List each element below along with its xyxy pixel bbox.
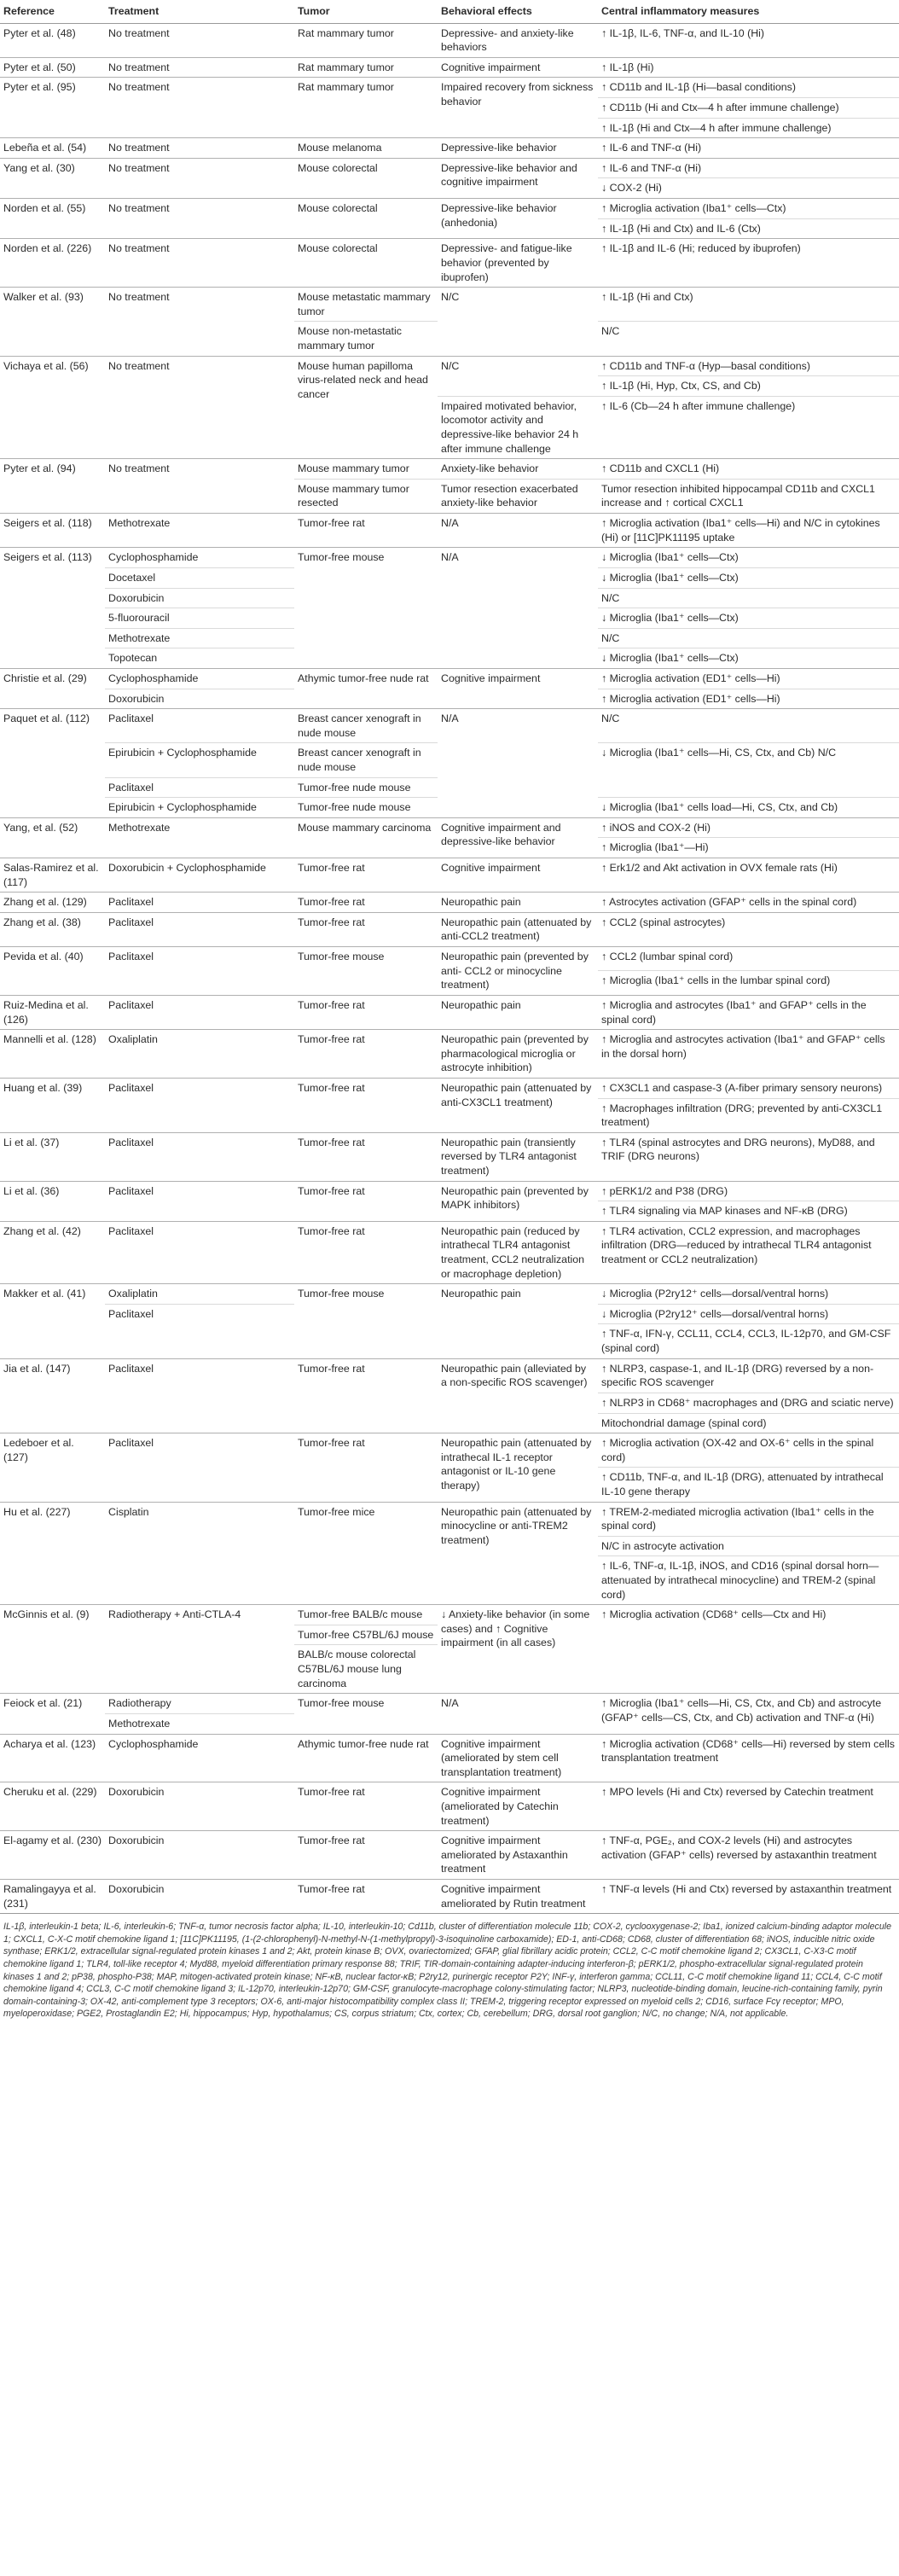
table-cell: Methotrexate: [105, 1713, 294, 1734]
table-cell: Tumor resection inhibited hippocampal CD11b and CXCL1 increase and ↑ cortical CXCL1: [598, 479, 899, 513]
table-cell: ↓ Microglia (Iba1⁺ cells—Hi, CS, Ctx, and Cb) N/C: [598, 743, 899, 798]
table-cell: Tumor-free rat: [294, 1831, 438, 1880]
table-cell: No treatment: [105, 138, 294, 159]
table-row: [0, 1782, 899, 1831]
table-cell: Mouse mammary carcinoma: [294, 817, 438, 858]
table-cell: Neuropathic pain (prevented by MAPK inhibitors): [438, 1181, 598, 1221]
table-cell: Tumor-free mouse: [294, 1284, 438, 1358]
table-row: [0, 1221, 899, 1283]
table-cell: Paclitaxel: [105, 893, 294, 913]
table-cell: Tumor-free mice: [294, 1502, 438, 1605]
table-cell: Neuropathic pain: [438, 1284, 598, 1358]
table-cell: ↑ IL-1β (Hi): [598, 57, 899, 78]
table-cell: ↑ TREM-2-mediated microglia activation (Iba1⁺ cells in the spinal cord): [598, 1502, 899, 1536]
table-cell: N/A: [438, 514, 598, 548]
table-cell: Mouse colorectal: [294, 158, 438, 198]
table-cell: Tumor-free rat: [294, 1221, 438, 1283]
table-cell: Rat mammary tumor: [294, 23, 438, 57]
table-row: [0, 1502, 899, 1536]
table-cell: No treatment: [105, 158, 294, 198]
table-cell: ↑ TLR4 signaling via MAP kinases and NF-κB (DRG): [598, 1201, 899, 1222]
table-row: [0, 1734, 899, 1782]
table-cell: Breast cancer xenograft in nude mouse: [294, 743, 438, 777]
table-row: [0, 57, 899, 78]
table-cell: Yang, et al. (52): [0, 817, 105, 858]
table-row: [0, 709, 899, 743]
table-cell: Tumor-free mouse: [294, 1694, 438, 1734]
table-cell: Seigers et al. (113): [0, 548, 105, 669]
table-cell: Tumor-free rat: [294, 912, 438, 946]
table-cell: ↑ IL-1β, IL-6, TNF-α, and IL-10 (Hi): [598, 23, 899, 57]
table-cell: ↓ COX-2 (Hi): [598, 178, 899, 199]
table-row: [0, 912, 899, 946]
table-row: [0, 138, 899, 159]
table-cell: Cognitive impairment (ameliorated by stem cell transplantation treatment): [438, 1734, 598, 1782]
table-cell: Mitochondrial damage (spinal cord): [598, 1413, 899, 1433]
table-cell: ↑ TLR4 (spinal astrocytes and DRG neurons), MyD88, and TRIF (DRG neurons): [598, 1132, 899, 1181]
table-cell: ↑ IL-6 and TNF-α (Hi): [598, 158, 899, 178]
table-cell: Jia et al. (147): [0, 1358, 105, 1433]
table-cell: Methotrexate: [105, 817, 294, 858]
table-cell: BALB/c mouse colorectal C57BL/6J mouse lung carcinoma: [294, 1645, 438, 1694]
table-cell: Acharya et al. (123): [0, 1734, 105, 1782]
table-cell: Methotrexate: [105, 628, 294, 648]
table-cell: Yang et al. (30): [0, 158, 105, 198]
table-cell: Neuropathic pain (transiently reversed by TLR4 antagonist treatment): [438, 1132, 598, 1181]
table-cell: N/C in astrocyte activation: [598, 1536, 899, 1556]
table-cell: N/A: [438, 1694, 598, 1734]
table-cell: Doxorubicin: [105, 588, 294, 608]
table-cell: ↑ Microglia (Iba1⁺ cells in the lumbar spinal cord): [598, 971, 899, 995]
table-cell: ↑ Erk1/2 and Akt activation in OVX female rats (Hi): [598, 858, 899, 893]
table-cell: Paclitaxel: [105, 912, 294, 946]
table-cell: Li et al. (37): [0, 1132, 105, 1181]
table-cell: Paclitaxel: [105, 1181, 294, 1221]
table-cell: Depressive- and fatigue-like behavior (prevented by ibuprofen): [438, 239, 598, 288]
table-cell: Mouse human papilloma virus-related neck and head cancer: [294, 356, 438, 459]
table-cell: Doxorubicin: [105, 1782, 294, 1831]
table-cell: Paclitaxel: [105, 1078, 294, 1132]
table-cell: Pyter et al. (94): [0, 459, 105, 514]
table-cell: Mouse colorectal: [294, 199, 438, 239]
table-cell: Cognitive impairment ameliorated by Rutin treatment: [438, 1879, 598, 1913]
table-cell: Paclitaxel: [105, 777, 294, 798]
table-row: [0, 893, 899, 913]
table-cell: Tumor resection exacerbated anxiety-like behavior: [438, 479, 598, 513]
table-cell: Tumor-free rat: [294, 1879, 438, 1913]
table-row: [0, 1078, 899, 1098]
table-row: [0, 1132, 899, 1181]
table-cell: ↑ Microglia activation (CD68⁺ cells—Ctx and Hi): [598, 1605, 899, 1694]
table-cell: Breast cancer xenograft in nude mouse: [294, 709, 438, 743]
table-cell: ↑ CD11b (Hi and Ctx—4 h after immune challenge): [598, 98, 899, 119]
table-cell: Cognitive impairment (ameliorated by Catechin treatment): [438, 1782, 598, 1831]
table-cell: ↑ Microglia (Iba1⁺ cells—Hi, CS, Ctx, and Cb) and astrocyte (GFAP⁺ cells—CS, Ctx, and Cb) activation and TNF-α (Hi): [598, 1694, 899, 1734]
table-cell: ↑ Microglia activation (ED1⁺ cells—Hi): [598, 689, 899, 709]
table-row: [0, 1358, 899, 1393]
table-row: [0, 668, 899, 689]
table-cell: Epirubicin + Cyclophosphamide: [105, 743, 294, 777]
table-row: [0, 858, 899, 893]
table-cell: Huang et al. (39): [0, 1078, 105, 1132]
table-cell: No treatment: [105, 239, 294, 288]
table-cell: Paclitaxel: [105, 947, 294, 996]
table-cell: Neuropathic pain: [438, 995, 598, 1029]
table-cell: Paclitaxel: [105, 1132, 294, 1181]
table-cell: Paclitaxel: [105, 1221, 294, 1283]
table-row: [0, 459, 899, 480]
table-cell: Salas-Ramirez et al. (117): [0, 858, 105, 893]
table-cell: Pyter et al. (50): [0, 57, 105, 78]
table-cell: Cognitive impairment ameliorated by Astaxanthin treatment: [438, 1831, 598, 1880]
table-cell: Mouse non-metastatic mammary tumor: [294, 322, 438, 356]
table-cell: Mouse metastatic mammary tumor: [294, 288, 438, 322]
table-cell: N/C: [598, 322, 899, 356]
table-cell: Doxorubicin + Cyclophosphamide: [105, 858, 294, 893]
table-cell: Christie et al. (29): [0, 668, 105, 708]
table-cell: Depressive- and anxiety-like behaviors: [438, 23, 598, 57]
table-row: [0, 78, 899, 98]
table-cell: Walker et al. (93): [0, 288, 105, 356]
table-row: [0, 1879, 899, 1913]
table-cell: Tumor-free mouse: [294, 548, 438, 669]
table-cell: Tumor-free rat: [294, 1132, 438, 1181]
table-cell: Norden et al. (55): [0, 199, 105, 239]
table-cell: N/C: [438, 356, 598, 396]
table-cell: N/C: [598, 709, 899, 743]
table-cell: Paclitaxel: [105, 995, 294, 1029]
table-cell: ↓ Microglia (P2ry12⁺ cells—dorsal/ventral horns): [598, 1284, 899, 1305]
table-cell: Paclitaxel: [105, 1304, 294, 1358]
table-cell: Topotecan: [105, 648, 294, 669]
table-cell: ↓ Microglia (Iba1⁺ cells load—Hi, CS, Ctx, and Cb): [598, 798, 899, 818]
table-cell: Neuropathic pain (attenuated by anti-CCL2 treatment): [438, 912, 598, 946]
table-row: [0, 947, 899, 971]
table-row: [0, 1831, 899, 1880]
table-cell: No treatment: [105, 23, 294, 57]
table-cell: Tumor-free rat: [294, 1358, 438, 1433]
table-cell: No treatment: [105, 199, 294, 239]
table-cell: Cyclophosphamide: [105, 1734, 294, 1782]
table-cell: Methotrexate: [105, 514, 294, 548]
table-cell: Rat mammary tumor: [294, 78, 438, 138]
table-cell: Tumor-free C57BL/6J mouse: [294, 1625, 438, 1645]
table-row: [0, 1030, 899, 1079]
table-cell: ↑ CD11b and TNF-α (Hyp—basal conditions): [598, 356, 899, 376]
table-cell: ↑ NLRP3, caspase-1, and IL-1β (DRG) reversed by a non-specific ROS scavenger: [598, 1358, 899, 1393]
table-cell: Makker et al. (41): [0, 1284, 105, 1358]
table-cell: Cognitive impairment: [438, 858, 598, 893]
table-row: [0, 1605, 899, 1625]
table-cell: Vichaya et al. (56): [0, 356, 105, 459]
table-cell: ↑ Astrocytes activation (GFAP⁺ cells in the spinal cord): [598, 893, 899, 913]
table-header-row: [0, 0, 899, 23]
table-row: [0, 23, 899, 57]
table-cell: ↑ TNF-α, PGE₂, and COX-2 levels (Hi) and astrocytes activation (GFAP⁺ cells) reversed by astaxanthin treatment: [598, 1831, 899, 1880]
table-cell: ↑ TNF-α, IFN-γ, CCL11, CCL4, CCL3, IL-12p70, and GM-CSF (spinal cord): [598, 1324, 899, 1358]
table-cell: Epirubicin + Cyclophosphamide: [105, 798, 294, 818]
table-cell: Doxorubicin: [105, 1879, 294, 1913]
table-cell: ↑ IL-1β (Hi, Hyp, Ctx, CS, and Cb): [598, 376, 899, 397]
table-cell: ↑ IL-1β and IL-6 (Hi; reduced by ibuprofen): [598, 239, 899, 288]
table-cell: Cognitive impairment and depressive-like behavior: [438, 817, 598, 858]
table-cell: Mouse colorectal: [294, 239, 438, 288]
table-cell: No treatment: [105, 356, 294, 459]
table-cell: Tumor-free rat: [294, 893, 438, 913]
table-cell: Norden et al. (226): [0, 239, 105, 288]
table-cell: ↑ NLRP3 in CD68⁺ macrophages and (DRG and sciatic nerve): [598, 1393, 899, 1413]
table-cell: Depressive-like behavior: [438, 138, 598, 159]
table-cell: Feiock et al. (21): [0, 1694, 105, 1734]
table-cell: ↑ pERK1/2 and P38 (DRG): [598, 1181, 899, 1201]
table-cell: ↑ TLR4 activation, CCL2 expression, and macrophages infiltration (DRG—reduced by intrathecal TLR4 antagonist treatment or CCL2 neutralization): [598, 1221, 899, 1283]
table-row: [0, 288, 899, 322]
table-cell: Cyclophosphamide: [105, 668, 294, 689]
table-cell: Impaired motivated behavior, locomotor activity and depressive-like behavior 24 h after immune challenge: [438, 396, 598, 458]
table-cell: Tumor-free rat: [294, 995, 438, 1029]
header-tumor: Tumor: [294, 0, 438, 23]
table-cell: Radiotherapy: [105, 1694, 294, 1714]
table-cell: Rat mammary tumor: [294, 57, 438, 78]
table-cell: Ruiz-Medina et al. (126): [0, 995, 105, 1029]
table-cell: No treatment: [105, 459, 294, 514]
table-cell: Athymic tumor-free nude rat: [294, 668, 438, 708]
table-cell: Cognitive impairment: [438, 668, 598, 708]
table-cell: ↑ Microglia activation (Iba1⁺ cells—Ctx): [598, 199, 899, 219]
table-cell: ↑ CD11b, TNF-α, and IL-1β (DRG), attenuated by intrathecal IL-10 gene therapy: [598, 1468, 899, 1502]
table-cell: Radiotherapy + Anti-CTLA-4: [105, 1605, 294, 1694]
table-cell: Tumor-free BALB/c mouse: [294, 1605, 438, 1625]
table-cell: Tumor-free rat: [294, 1030, 438, 1079]
table-cell: No treatment: [105, 288, 294, 356]
table-cell: Tumor-free rat: [294, 1433, 438, 1502]
table-cell: ↑ Microglia activation (OX-42 and OX-6⁺ cells in the spinal cord): [598, 1433, 899, 1468]
table-cell: No treatment: [105, 57, 294, 78]
table-cell: Tumor-free mouse: [294, 947, 438, 996]
table-cell: ↑ IL-6 (Cb—24 h after immune challenge): [598, 396, 899, 458]
table-cell: N/A: [438, 709, 598, 818]
table-cell: Impaired recovery from sickness behavior: [438, 78, 598, 138]
table-cell: Paclitaxel: [105, 1433, 294, 1502]
table-cell: Mannelli et al. (128): [0, 1030, 105, 1079]
table-footnote: IL-1β, interleukin-1 beta; IL-6, interleukin-6; TNF-α, tumor necrosis factor alpha; IL-10, interleukin-10; Cd11b, cluster of differentiation molecule 11b; COX-2, cyclooxygenase-2; Iba1, ionized calcium-binding adaptor molecule 1; CXCL1, C-X-C motif chemokine ligand 1; [11C]PK11195, (1-(2-chlorophenyl)-N-methyl-N-(1-methylpropyl)-3-isoquinoline carboxamide); ED-1, anti-CD68; CD68, cluster of differentiation 68; iNOS, inducible nitric oxide synthase; ERK1/2, extracellular signal-regulated protein kinases 1 and 2; Akt, protein kinase B; OVX, ovariectomized; GFAP, glial fibrillary acidic protein; CCL2, C-C motif chemokine ligand 2; CX3CL1, C-X3-C motif chemokine ligand 1; TLR4, toll-like receptor 4; Myd88, myeloid differentiation primary response 88; TRIF, TIR-domain-containing adapter-inducing interferon-β; pERK1/2, phospho-extracellular signal-regulated protein kinases 1 and 2; pP38, phospho-P38; MAP, mitogen-activated protein kinase; NF-κB, nuclear factor-κB; P2ry12, purinergic receptor P2Y; INF-γ, interferon gamma; CCL11, C-C motif chemokine ligand 11; CCL4, C-C motif chemokine ligand 4; CCL3, C-C motif chemokine ligand 3; IL-12p70, interleukin-12p70; GM-CSF, granulocyte-macrophage colony-stimulating factor; NLRP3, nucleotide-binding domain, leucine-rich-containing family, pyrin domain-containing-3; OX-42, anti-complement type 3 receptors; OX-6, anti-major histocompatibility complex class II; TREM-2, triggering receptor expressed on myeloid cells 2; CD16, surface Fcγ receptor; MPO, myeloperoxidase; PGE2, Prostaglandin E2; Hi, hippocampus; Hyp, hypothalamus; CS, corpus striatum; Ctx, cortex; Cb, cerebellum; DRG, dorsal root ganglion; N/C, no change; N/A, not applicable.: [0, 1913, 899, 2021]
table-cell: ↑ TNF-α levels (Hi and Ctx) reversed by astaxanthin treatment: [598, 1879, 899, 1913]
table-cell: ↓ Microglia (Iba1⁺ cells—Ctx): [598, 648, 899, 669]
table-cell: Li et al. (36): [0, 1181, 105, 1221]
table-cell: Tumor-free rat: [294, 514, 438, 548]
table-cell: Neuropathic pain (prevented by anti- CCL2 or minocycline treatment): [438, 947, 598, 996]
table-cell: ↑ Macrophages infiltration (DRG; prevented by anti-CX3CL1 treatment): [598, 1098, 899, 1132]
table-row: [0, 239, 899, 288]
table-cell: ↑ IL-6 and TNF-α (Hi): [598, 138, 899, 159]
table-cell: Paclitaxel: [105, 709, 294, 743]
table-cell: Docetaxel: [105, 567, 294, 588]
table-row: [0, 817, 899, 838]
table-cell: Tumor-free rat: [294, 1782, 438, 1831]
table-cell: Tumor-free nude mouse: [294, 777, 438, 798]
table-cell: ↑ CX3CL1 and caspase-3 (A-fiber primary sensory neurons): [598, 1078, 899, 1098]
table-cell: Zhang et al. (129): [0, 893, 105, 913]
table-cell: Ledeboer et al. (127): [0, 1433, 105, 1502]
table-cell: ↑ Microglia and astrocytes activation (Iba1⁺ and GFAP⁺ cells in the dorsal horn): [598, 1030, 899, 1079]
table-cell: ↓ Microglia (Iba1⁺ cells—Ctx): [598, 548, 899, 568]
table-cell: Neuropathic pain (attenuated by intrathecal IL-1 receptor antagonist or IL-10 gene therapy): [438, 1433, 598, 1502]
table-cell: Athymic tumor-free nude rat: [294, 1734, 438, 1782]
table-cell: Tumor-free rat: [294, 858, 438, 893]
table-cell: Neuropathic pain (attenuated by anti-CX3CL1 treatment): [438, 1078, 598, 1132]
table-cell: El-agamy et al. (230): [0, 1831, 105, 1880]
table-cell: ↑ IL-1β (Hi and Ctx): [598, 288, 899, 322]
table-cell: Neuropathic pain: [438, 893, 598, 913]
table-cell: Zhang et al. (38): [0, 912, 105, 946]
table-row: [0, 1284, 899, 1305]
table-cell: Neuropathic pain (alleviated by a non-specific ROS scavenger): [438, 1358, 598, 1433]
table-cell: Anxiety-like behavior: [438, 459, 598, 480]
table-cell: ↑ MPO levels (Hi and Ctx) reversed by Catechin treatment: [598, 1782, 899, 1831]
header-reference: Reference: [0, 0, 105, 23]
table-cell: Cognitive impairment: [438, 57, 598, 78]
table-cell: ↑ CCL2 (lumbar spinal cord): [598, 947, 899, 971]
table-cell: ↑ CD11b and IL-1β (Hi—basal conditions): [598, 78, 899, 98]
table-cell: Lebeña et al. (54): [0, 138, 105, 159]
table-cell: Mouse mammary tumor: [294, 459, 438, 480]
table-cell: Paquet et al. (112): [0, 709, 105, 818]
table-cell: ↑ Microglia and astrocytes (Iba1⁺ and GFAP⁺ cells in the spinal cord): [598, 995, 899, 1029]
table-cell: ↑ IL-1β (Hi and Ctx) and IL-6 (Ctx): [598, 218, 899, 239]
table-row: [0, 158, 899, 178]
table-cell: Mouse melanoma: [294, 138, 438, 159]
table-cell: Mouse mammary tumor resected: [294, 479, 438, 513]
table-body: [0, 23, 899, 1913]
table-cell: ↑ IL-1β (Hi and Ctx—4 h after immune challenge): [598, 118, 899, 138]
table-cell: N/C: [598, 628, 899, 648]
table-cell: Zhang et al. (42): [0, 1221, 105, 1283]
table-cell: Paclitaxel: [105, 1358, 294, 1433]
table-row: [0, 514, 899, 548]
table-cell: ↑ Microglia activation (CD68⁺ cells—Hi) reversed by stem cells transplantation treatment: [598, 1734, 899, 1782]
table-cell: ↑ Microglia activation (ED1⁺ cells—Hi): [598, 668, 899, 689]
table-cell: Seigers et al. (118): [0, 514, 105, 548]
table-cell: ↑ CCL2 (spinal astrocytes): [598, 912, 899, 946]
table-cell: ↓ Microglia (P2ry12⁺ cells—dorsal/ventral horns): [598, 1304, 899, 1324]
table-cell: Neuropathic pain (prevented by pharmacological microglia or astrocyte inhibition): [438, 1030, 598, 1079]
table-row: [0, 1433, 899, 1468]
table-cell: Depressive-like behavior and cognitive impairment: [438, 158, 598, 198]
table-cell: Doxorubicin: [105, 1831, 294, 1880]
table-cell: ↑ Microglia activation (Iba1⁺ cells—Hi) and N/C in cytokines (Hi) or [11C]PK11195 uptake: [598, 514, 899, 548]
table-cell: Depressive-like behavior (anhedonia): [438, 199, 598, 239]
table-cell: 5-fluorouracil: [105, 608, 294, 629]
table-cell: ↑ Microglia (Iba1⁺—Hi): [598, 838, 899, 858]
table-row: [0, 199, 899, 219]
table-cell: Cheruku et al. (229): [0, 1782, 105, 1831]
table-row: [0, 1694, 899, 1714]
table-cell: N/A: [438, 548, 598, 669]
table-cell: McGinnis et al. (9): [0, 1605, 105, 1694]
table-row: [0, 356, 899, 376]
table-cell: ↑ IL-6, TNF-α, IL-1β, iNOS, and CD16 (spinal dorsal horn—attenuated by intrathecal minocycline) and TREM-2 (spinal cord): [598, 1556, 899, 1605]
table-cell: N/C: [598, 588, 899, 608]
table-cell: Doxorubicin: [105, 689, 294, 709]
table-cell: ↑ CD11b and CXCL1 (Hi): [598, 459, 899, 480]
table-cell: Oxaliplatin: [105, 1030, 294, 1079]
table-row: [0, 995, 899, 1029]
table-cell: Neuropathic pain (attenuated by minocycline or anti-TREM2 treatment): [438, 1502, 598, 1605]
header-behavioral-effects: Behavioral effects: [438, 0, 598, 23]
table-cell: Pevida et al. (40): [0, 947, 105, 996]
table-cell: ↓ Microglia (Iba1⁺ cells—Ctx): [598, 567, 899, 588]
table-cell: Cisplatin: [105, 1502, 294, 1605]
table-row: [0, 548, 899, 568]
table-cell: Cyclophosphamide: [105, 548, 294, 568]
table-cell: ↓ Microglia (Iba1⁺ cells—Ctx): [598, 608, 899, 629]
table-cell: Pyter et al. (95): [0, 78, 105, 138]
table-cell: Hu et al. (227): [0, 1502, 105, 1605]
table-cell: N/C: [438, 288, 598, 356]
table-cell: Tumor-free nude mouse: [294, 798, 438, 818]
header-treatment: Treatment: [105, 0, 294, 23]
header-central-inflammatory-measures: Central inflammatory measures: [598, 0, 899, 23]
table-cell: Tumor-free rat: [294, 1181, 438, 1221]
table-cell: Oxaliplatin: [105, 1284, 294, 1305]
table-cell: ↑ iNOS and COX-2 (Hi): [598, 817, 899, 838]
table-cell: Tumor-free rat: [294, 1078, 438, 1132]
table-cell: ↓ Anxiety-like behavior (in some cases) and ↑ Cognitive impairment (in all cases): [438, 1605, 598, 1694]
table-cell: Ramalingayya et al. (231): [0, 1879, 105, 1913]
table-cell: No treatment: [105, 78, 294, 138]
table-cell: Pyter et al. (48): [0, 23, 105, 57]
table-cell: Neuropathic pain (reduced by intrathecal TLR4 antagonist treatment, CCL2 neutralization or macrophage depletion): [438, 1221, 598, 1283]
table-row: [0, 1181, 899, 1201]
